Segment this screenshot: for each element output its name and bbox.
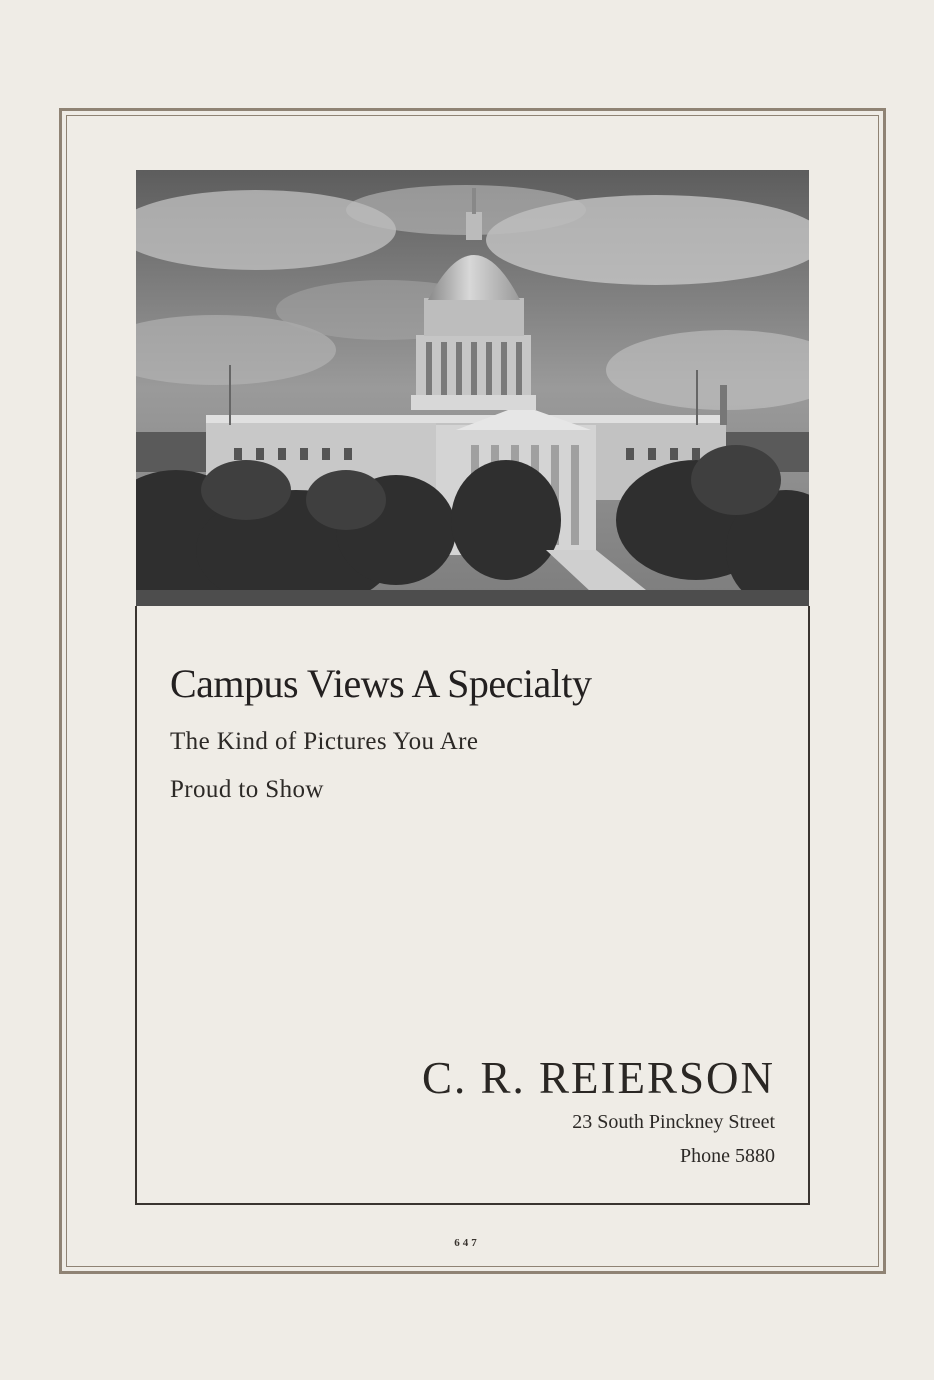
ad-tagline-line-1: The Kind of Pictures You Are (170, 728, 479, 755)
phone-number: Phone 5880 (680, 1145, 775, 1167)
ad-headline: Campus Views A Specialty (170, 661, 592, 706)
capitol-photo (136, 170, 809, 606)
ad-tagline-line-2: Proud to Show (170, 776, 324, 803)
street-address: 23 South Pinckney Street (572, 1111, 775, 1133)
company-name: C. R. REIERSON (421, 1053, 775, 1103)
page-number: 647 (454, 1237, 480, 1249)
